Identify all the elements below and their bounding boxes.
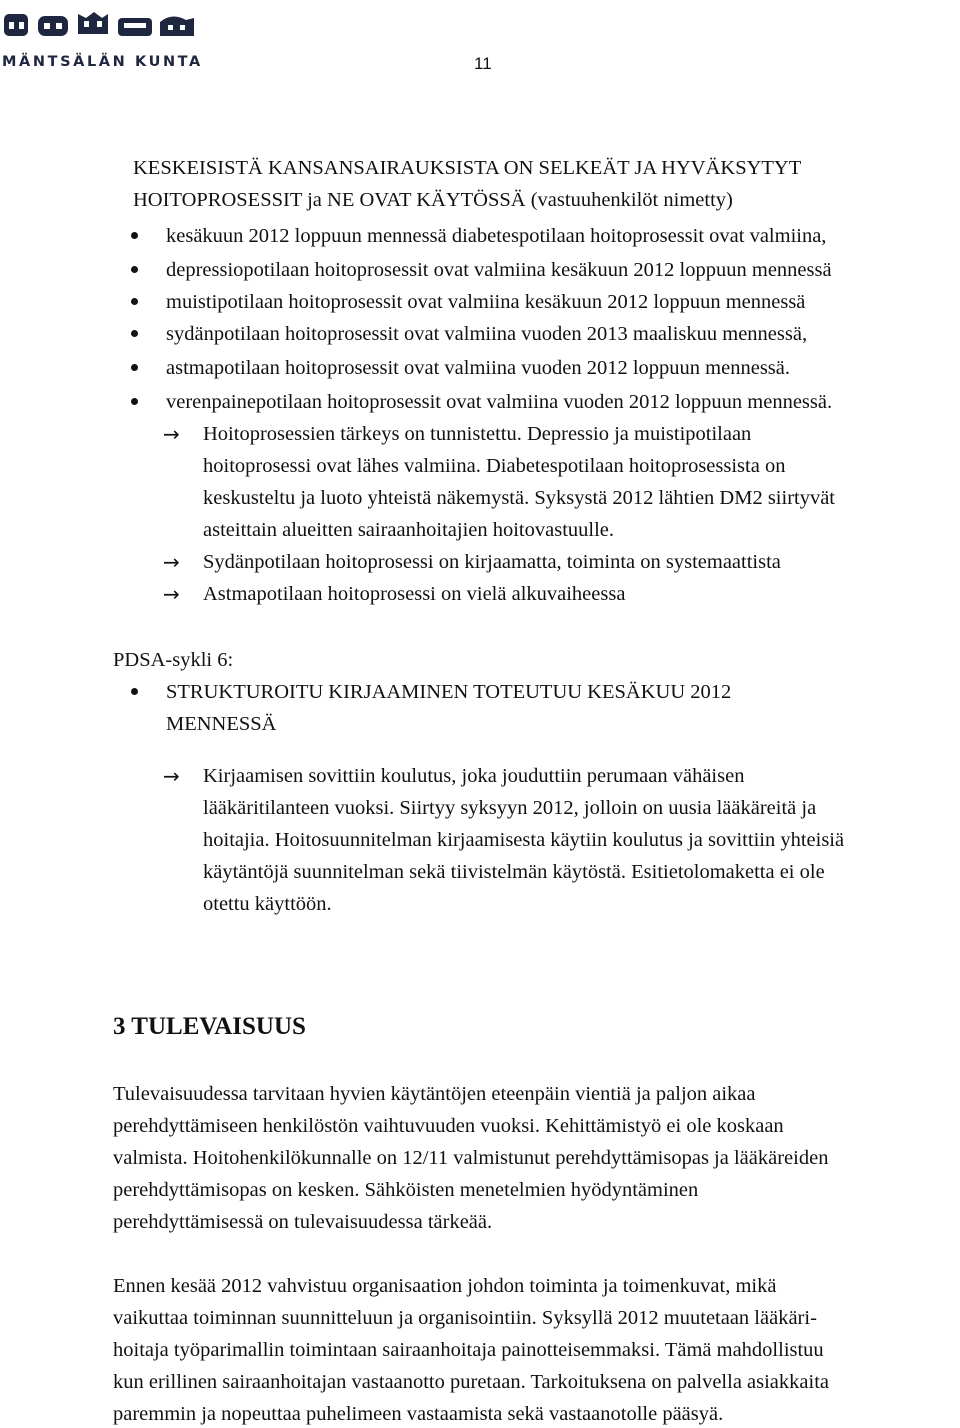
bullet-icon	[131, 298, 138, 305]
pdsa-label: PDSA-sykli 6:	[113, 649, 234, 671]
list-item: kesäkuun 2012 loppuun mennessä diabetespotilaan hoitoprosessit ovat valmiina,	[166, 225, 827, 247]
bullet-icon	[131, 330, 138, 337]
arrow-item-line: käytäntöjä suunnitelman sekä tiivistelmän käytöstä. Esitietolomaketta ei ole	[203, 861, 825, 883]
list-item: astmapotilaan hoitoprosessit ovat valmiina vuoden 2012 loppuun mennessä.	[166, 357, 791, 379]
arrow-item-line: hoitoprosessi ovat lähes valmiina. Diabetespotilaan hoitoprosessista on	[203, 455, 786, 477]
list-item: muistipotilaan hoitoprosessit ovat valmiina kesäkuun 2012 loppuun mennessä	[166, 291, 806, 313]
logo-figures-icon	[0, 4, 200, 52]
logo-text: MÄNTSÄLÄN KUNTA	[2, 54, 203, 70]
section-title-line: KESKEISISTÄ KANSANSAIRAUKSISTA ON SELKEÄT JA HYVÄKSYTYT	[133, 157, 802, 179]
list-item-continuation: MENNESSÄ	[166, 713, 277, 735]
paragraph-line: paremmin ja nopeuttaa puhelimeen vastaamista sekä vastaanotolle pääsyä.	[113, 1403, 724, 1425]
arrow-icon: →	[163, 550, 180, 574]
section-title-line: HOITOPROSESSIT ja NE OVAT KÄYTÖSSÄ (vastuuhenkilöt nimetty)	[133, 189, 733, 211]
list-item: sydänpotilaan hoitoprosessit ovat valmiina vuoden 2013 maaliskuu mennessä,	[166, 323, 808, 345]
arrow-item-line: Sydänpotilaan hoitoprosessi on kirjaamatta, toiminta on systemaattista	[203, 551, 781, 573]
bullet-icon	[131, 364, 138, 371]
bullet-icon	[131, 688, 138, 695]
bullet-icon	[131, 232, 138, 239]
arrow-item-line: asteittain alueitten sairaanhoitajien hoitovastuulle.	[203, 519, 615, 541]
paragraph-line: perehdyttämiseen henkilöstön vaihtuvuuden vuoksi. Kehittämistyö ei ole koskaan	[113, 1115, 784, 1137]
paragraph-line: Ennen kesää 2012 vahvistuu organisaation johdon toiminta ja toimenkuvat, mikä	[113, 1275, 777, 1297]
paragraph-line: vaikuttaa toiminnan suunnitteluun ja organisointiin. Syksyllä 2012 muutetaan lääkäri-	[113, 1307, 817, 1329]
arrow-item-line: Astmapotilaan hoitoprosessi on vielä alkuvaiheessa	[203, 583, 626, 605]
arrow-icon: →	[163, 582, 180, 606]
page-number: 11	[474, 54, 492, 73]
paragraph-line: kun erillinen sairaanhoitajan vastaanotto puretaan. Tarkoituksena on palvella asiakkaita	[113, 1371, 829, 1393]
paragraph-line: valmista. Hoitohenkilökunnalle on 12/11 valmistunut perehdyttämisopas ja lääkäreiden	[113, 1147, 829, 1169]
bullet-icon	[131, 398, 138, 405]
arrow-item-line: Kirjaamisen sovittiin koulutus, joka jouduttiin perumaan vähäisen	[203, 765, 745, 787]
arrow-item-line: Hoitoprosessien tärkeys on tunnistettu. Depressio ja muistipotilaan	[203, 423, 752, 445]
arrow-item-line: otettu käyttöön.	[203, 893, 332, 915]
list-item: verenpainepotilaan hoitoprosessit ovat valmiina vuoden 2012 loppuun mennessä.	[166, 391, 833, 413]
paragraph-line: hoitaja työparimallin toimintaan sairaanhoitaja painotteisemmaksi. Tämä mahdollistuu	[113, 1339, 824, 1361]
paragraph-line: perehdyttämisopas on kesken. Sähköisten menetelmien hyödyntäminen	[113, 1179, 699, 1201]
paragraph-line: perehdyttämisessä on tulevaisuudessa tärkeää.	[113, 1211, 493, 1233]
section-heading: 3 TULEVAISUUS	[113, 1013, 306, 1040]
list-item: STRUKTUROITU KIRJAAMINEN TOTEUTUU KESÄKUU 2012	[166, 681, 732, 703]
arrow-icon: →	[163, 422, 180, 446]
bullet-icon	[131, 266, 138, 273]
municipality-logo	[0, 4, 203, 72]
arrow-item-line: hoitajia. Hoitosuunnitelman kirjaamisesta käytiin koulutus ja sovittiin yhteisiä	[203, 829, 845, 851]
arrow-item-line: lääkäritilanteen vuoksi. Siirtyy syksyyn 2012, jolloin on uusia lääkäreitä ja	[203, 797, 817, 819]
arrow-item-line: keskusteltu ja luoto yhteistä näkemystä. Syksystä 2012 lähtien DM2 siirtyvät	[203, 487, 836, 509]
list-item: depressiopotilaan hoitoprosessit ovat valmiina kesäkuun 2012 loppuun mennessä	[166, 259, 832, 281]
arrow-icon: →	[163, 764, 180, 788]
paragraph-line: Tulevaisuudessa tarvitaan hyvien käytäntöjen eteenpäin vientiä ja paljon aikaa	[113, 1083, 756, 1105]
